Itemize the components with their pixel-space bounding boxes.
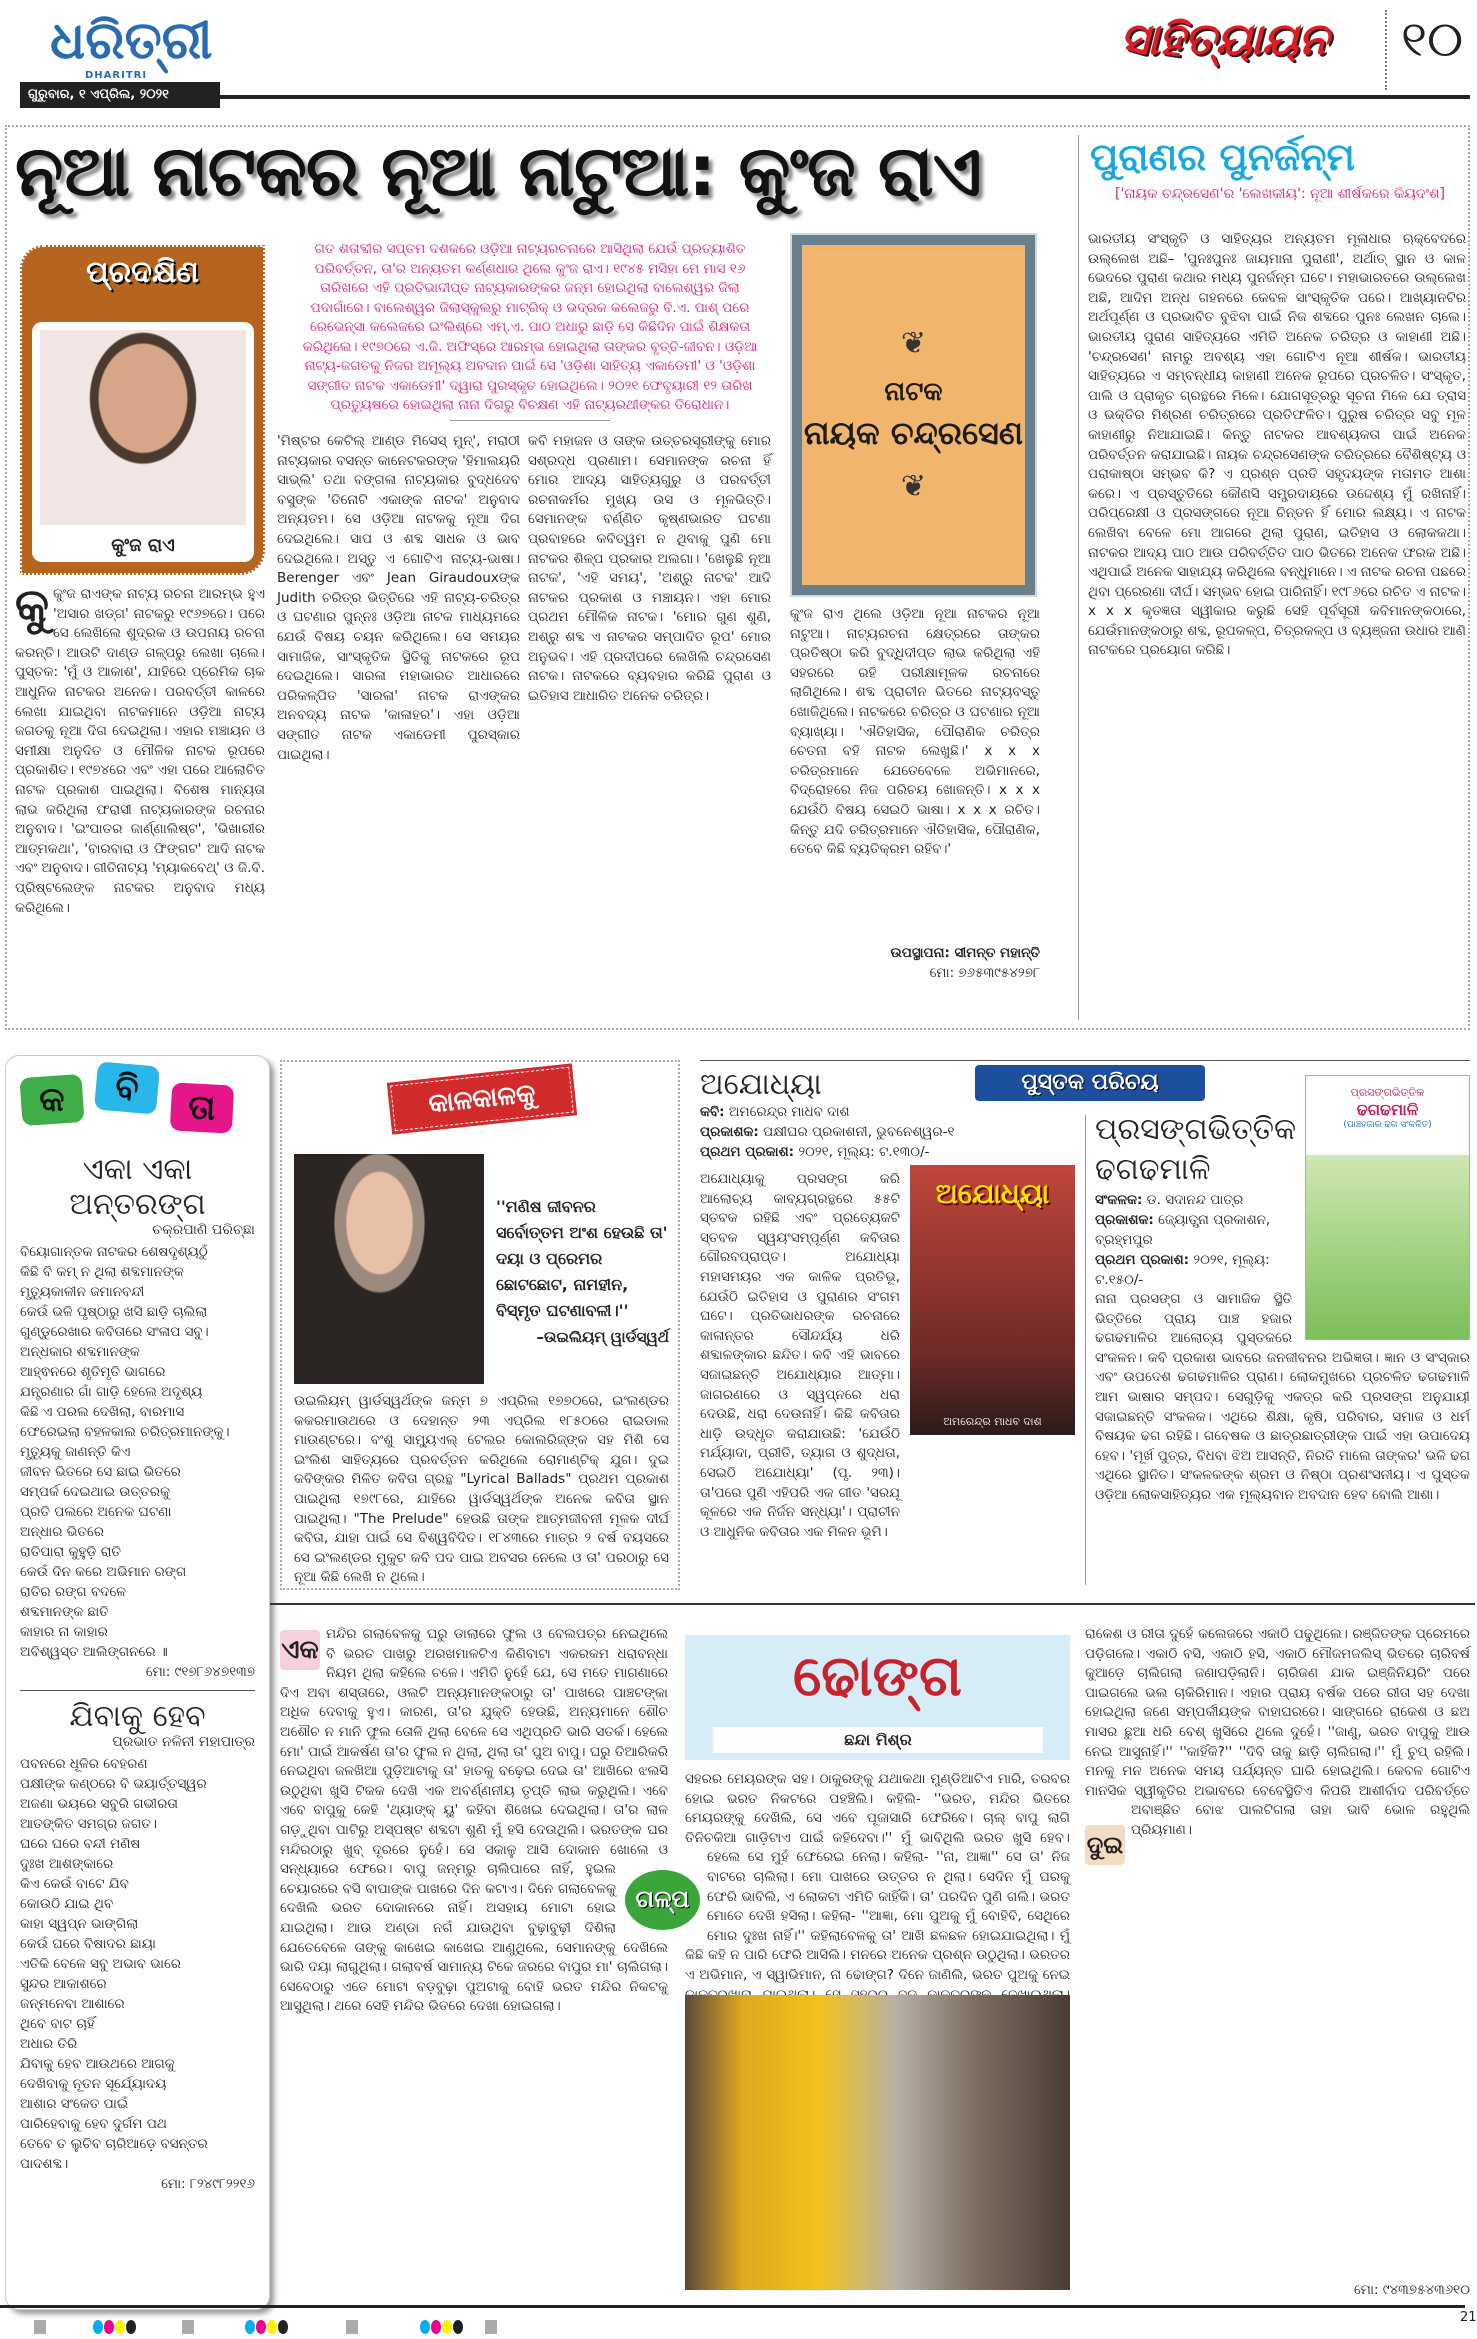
poetry-sidebar xyxy=(5,1055,270,2310)
registration-mark xyxy=(346,2320,358,2334)
book-review-text: ନାନା ପ୍ରସଙ୍ଗ ଓ ସାମାଜିକ ସ୍ଥିତି ଭିତ୍ତିରେ ପ୍ରାୟ ପାଞ୍ଚ ହଜାର ଢଗଢମାଳିର ଆଲୋଚ୍ୟ ପୁସ୍ତକରେ ସଂକଳନ। କବି ପ୍ରକାଶ ଭାବରେ ଜନଜୀବନର ଅଭିଜ୍ଞତା। ଜ୍ଞାନ ଓ ସଂସ୍କାର ଏବଂ ଉପଦେଶ ଢଗଢମାଳିର ପ୍ରାଣ। ଲୋକମୁଖରେ ପ୍ରଚଳିତ ଢଗଢମାଳି ଆମ ଭାଷାର ସମ୍ପଦ। ସେଗୁଡ଼ିକୁ ଏକତ୍ର କରି ପ୍ରସଙ୍ଗ ଅନୁଯାୟୀ ସଜାଇଛନ୍ତି ସଂକଳକ। ଏଥିରେ ଶିକ୍ଷା, କୃଷି, ପରିବାର, ସମାଜ ଓ ଧର୍ମ ବିଷୟକ ଢଗ ରହିଛି। ଗବେଷକ ଓ ଛାତ୍ରଛାତ୍ରୀଙ୍କ ପାଇଁ ଏହା ଉପାଦେୟ ହେବ। 'ମୂର୍ଖ ପୁତ୍ର, ବିଧବା ଝିଅ ଆସନ୍ତି, ନିରତି ମାଲେ ତାଙ୍କର' ଭଳି ଢଗ ଏଥିରେ ସ୍ଥାନିତ। ସଂକଳକଙ୍କ ଶ୍ରମ ଓ ନିଷ୍ଠା ପ୍ରଶଂସନୀୟ। ଏ ପୁସ୍ତକ ଓଡ଼ିଆ ଲୋକସାହିତ୍ୟର ଏକ ମୂଲ୍ୟବାନ ଅବଦାନ ହେବ ବୋଲି ଆଶା। xyxy=(1095,1291,1470,1503)
newspaper-logo-subtitle: DHARITRI xyxy=(85,70,148,81)
poem-author: ଚକ୍ରପାଣି ପରିଚ୍ଛା xyxy=(152,1222,255,1238)
poem-text: ବିୟୋଗାନ୍ତକ ନାଟକର ଶେଷଦୃଶ୍ୟଠୁଁ କିଛି ବି କମ୍ ନ ଥିଲା ଶବ୍ଦମାନଙ୍କ ମୃତ୍ୟୁକାଳୀନ ଜମାନବନ୍ଦୀ କେଉଁ ଭଳି ପୃଷ୍ଠାରୁ ଖସି ଛାଡ଼ି ଚାଲିଲା ଗୁଣ୍ଡୁରେଖାର କବିତାରେ ସଂଳାପ ସବୁ। ଅନ୍ଧକାର ଶବ୍ଦମାନଙ୍କ ଆହ୍ଵନରେ ଶୃତିମୃତି ଭାଗରେ ଯନ୍ତ୍ରଣାର ଗାଁ ଗାଡ଼ି ହେଲେ ଅଦୃଶ୍ୟ କିଛି ଏ ପରଲ ଦେଖିଲା, ବାରମାସ ଫେରେଇଲା ବହଳକାଲ ଚରିତ୍ରମାନଙ୍କୁ। ମୃତ୍ୟୁକୁ ଜାଣନ୍ତି କିଏ ଜୀବନ ଭିତରେ ସେ ଛାଇ ଭିତରେ ସମ୍ପର୍କ ଦେଇଥାଇ ଉତ୍ତରକୁ ପ୍ରତି ପଲରେ ଅନେକ ଘଟଣା ଅନ୍ଧାର ଭିତରେ ରାତିପାରା କୁହୁଡ଼ି ରାତି କେଉଁ ଦିନ କରେ ଅଭିମାନ ରଙ୍ଗ ରାତିର ରଙ୍ଗ ବଦଳେ ଶବ୍ଦମାନଙ୍କ ଛାତି କାହାର ନା କାହାର ଅବିଶ୍ୱସ୍ତ ଆଲିଙ୍ଗନରେ ॥ xyxy=(20,1244,230,1660)
quote-text: ''ମଣିଷ ଜୀବନର ସର୍ବୋତ୍ତମ ଅଂଶ ହେଉଛି ତା' ଦୟା ଓ ପ୍ରେମର ଛୋଟଛୋଟ, ନାମହୀନ, ବିସ୍ମୃତ ଘଟଣାବଳୀ।'' xyxy=(496,1197,668,1320)
cmyk-dot xyxy=(442,2320,452,2334)
article-text: କୁଂଜ ରାଏଙ୍କ ନାଟ୍ୟ ରଚନା ଆରମ୍ଭ ହୁଏ 'ଅସାର ଖଡ୍ଗ' ନାଟକରୁ ୧୯୬୭ରେ। ପରେ ସେ ଲେଖିଲେ ଶୁଦ୍ରକ ଓ ଉପନାୟ ରଚନା କରନ୍ତି। ଆଉଟି ଦାଣ୍ଡ ଗଳ୍ପରୁ ଲେଖା ଚାଲେ। ପୁସ୍ତକ: 'ମୁଁ ଓ ଆକାଶ', ଯାହିରେ ପ୍ରେମିକ ଚାକ ଆଧୁନିକ ନାଟକର ଅନେକ। ପରବର୍ତ୍ତୀ କାଳରେ ଲେଖା ଯାଇଥିବା ନାଟକମାନେ ଓଡ଼ିଆ ନାଟ୍ୟ ଜଗତକୁ ନୂଆ ଦିଗ ଦେଇଥିଲା। ଏହାର ମଞ୍ଚାୟନ ଓ ସମୀକ୍ଷା ଅନୁଦିତ ଓ ମୌଳିକ ନାଟକ ରୂପରେ ପ୍ରକାଶିତ। ୧୯୭୪ରେ ଏବଂ ଏହା ପରେ ଆଲୋଚିତ ନାଟକ ପ୍ରକାଶ ପାଇଥିଲା। ବିଶେଷ ମାନ୍ୟତା ଲାଭ କରିଥିଲା ଫରାସୀ ନାଟ୍ୟକାରଙ୍କ ରଚନାର ଅନୁବାଦ। 'ଇଂପାତର ଜାର୍ଣ୍ଣାଲିଷ୍ଟ', 'ଭିଖାରୀର ଆତ୍ମକଥା', 'ବାରବାରା ଓ ଫିଙ୍ଗଟ' ଆଦି ନାଟକ ଏବଂ ଅନୁବାଦ। ଗୀତିନାଟ୍ୟ 'ମ୍ୟାକବେଥ୍‌' ଓ ଜି.ବି. ପ୍ରିଷ୍ଟଲେଙ୍କ ନାଟକର ଅନୁବାଦ ମଧ୍ୟ କରିଥିଲେ। xyxy=(15,586,265,916)
flower-seller-photo xyxy=(685,1995,1070,2290)
cmyk-dot xyxy=(267,2320,277,2334)
footer-rule xyxy=(0,2305,1465,2308)
book-review-text: ଅଯୋଧ୍ୟାକୁ ପ୍ରସଙ୍ଗ କରି ଆଲୋଚ୍ୟ କାବ୍ୟଗ୍ରନ୍ଥରେ ୫୫ଟି ସ୍ତବକ ରହିଛି ଏବଂ ପ୍ରତ୍ୟେକଟି ସ୍ତବକ ସ୍ୱୟଂସମ୍ପୂର୍ଣ୍ଣ କବିତାର ଗୌରବପ୍ରାପ୍ତ। ଅଯୋଧ୍ୟା ମହାସମୟର ଏକ କାଳିକ ପ୍ରତିଭୂ, ଯେଉଁଠି ଇତିହାସ ଓ ପୁରାଣର ସଂଗମ ଘଟେ। ପ୍ରତିଭାଧରଙ୍କ ରଚନାରେ କାଳାନ୍ତର ସୌନ୍ଦର୍ଯ୍ୟ ଧରି ଶବ୍ଦାଳଙ୍କାର ଛନ୍ଦିତ। କବି ଏହି ଭାବରେ ସଜାଇଛନ୍ତି ଅଯୋଧ୍ୟାର ଆତ୍ମା। ଜାଗରଣରେ ଓ ସ୍ୱପ୍ନରେ ଧରା ଦେଉଛି, ଧରା ଦେଉନାହିଁ। କିଛି କବିତାର ଧାଡ଼ି ଉଦ୍ଧୃତ କରାଯାଉଛି: 'ଯେଉଁଠି ମର୍ଯ୍ୟାଦା, ପ୍ରୀତି, ତ୍ୟାଗ ଓ ଶୁଦ୍ଧତା, ସେଇଠି ଅଯୋଧ୍ୟା' (ପୃ. ୨୩)। ତା'ପରେ ପୁଣି ଏହିପରି ଏକ ଗୀତ 'ସରଯୂ କୂଳରେ ଏକ ନିର୍ଜନ ସନ୍ଧ୍ୟା'। ପ୍ରାଚୀନ ଓ ଆଧୁନିକ କବିତାର ଏକ ମିଳନ ଭୂମି। xyxy=(700,1171,900,1540)
poet-phone: ମୋ: ୮୨୪୯୮୨୨୧୬ xyxy=(161,2176,255,2192)
poem-title: ଯିବାକୁ ହେବ xyxy=(69,1699,206,1734)
cmyk-dot xyxy=(256,2320,266,2334)
kavita-badge-letter: ବି xyxy=(94,1061,160,1114)
page-folio: 21 xyxy=(1460,2310,1477,2325)
story-author: ଛନ୍ଦା ମିଶ୍ର xyxy=(713,1727,1043,1753)
quote-section-ribbon: କାଳକାଳକୁ xyxy=(390,1067,574,1132)
book-cover-ayodhya xyxy=(910,1165,1075,1435)
author-phone: ମୋ: ୯୪୩୭୫୪୩୬୧୦ xyxy=(1354,2282,1470,2298)
poet-phone: ମୋ: ୯୧୭୮୬୪୭୧୩୭ xyxy=(145,1664,255,1680)
cmyk-dot xyxy=(278,2320,288,2334)
header-rule xyxy=(220,95,1470,99)
section-title: ସାହିତ୍ୟାୟନ xyxy=(1120,14,1329,65)
story-section-rule xyxy=(270,1603,1475,1605)
kavita-badge-letter: ତା xyxy=(170,1082,234,1133)
cover-title: ଅଯୋଧ୍ୟା xyxy=(935,1177,1050,1210)
story-part-one-badge: ଏକ xyxy=(280,1630,320,1670)
cmyk-dot xyxy=(115,2320,125,2334)
side-article-title: ପୁରାଣର ପୁନର୍ଜନ୍ମ xyxy=(1090,135,1355,179)
book-compiler: ସଂକଳକ: ଡ. ସଦାନନ୍ଦ ପାତ୍ର xyxy=(1095,1192,1244,1208)
profile-card xyxy=(32,322,254,562)
story-column-2: ସହରର ମେୟରଙ୍କ ସହ। ଠାକୁରଙ୍କୁ ଯଥାକଥା ମୁଣ୍ଡିଆଟିଏ ମାରି, ତରବର ହୋଇ ଭରତ ନିକଟରେ ପହଞ୍ଚିଲି। କହିଲି- ''ଭରତ, ମନ୍ଦିର ଭିତରେ ମେୟରଙ୍କୁ ଦେଖିଲି, ସେ ଏବେ ପୂଜାସାରି ଫେରିବେ। ଚାଲ୍ ବାପୁ ଲାଗି ତିନିଚକିଆ ଗାଡ଼ିଟାଏ ପାଇଁ କହିଦେବା।'' ମୁଁ ଭାବିଥିଲି ଭରତ ଖୁସି ହେବ। ହେଲେ ସେ ମୁହଁ ଫେରେଇ ନେଲା। କହିଲା- ''ନା, ଆଜ୍ଞା'' ସେ ତା' ନିଜ ବାଟରେ ଚାଲିଲା। ମୋ ପାଖରେ ଉତ୍ତର ନ ଥିଲା। ସେଦିନ ମୁଁ ଘରକୁ ଫେରି ଭାବିଲି, ଏ ଲୋକଟା ଏମିତି କାହିଁକି। ତା' ପରଦିନ ପୁଣି ଗଲି। ଭରତ ମୋତେ ଦେଖି ହସିଲା। କହିଲା- ''ଆଜ୍ଞା, ମୋ ପୁଅକୁ ମୁଁ ବୋହିବି, ସେଥିରେ ମୋର ଦୁଃଖ ନାହିଁ।'' କହିଲାବେଳକୁ ତା' ଆଖି ଛଳଛଳ ହୋଇଯାଇଥିଲା। ମୁଁ କିଛି କହି ନ ପାରି ଫେରି ଆସିଲି। ମନରେ ଅନେକ ପ୍ରଶ୍ନ ଉଠୁଥିଲା। ଭରତର ଏ ଅଭିମାନ, ଏ ସ୍ୱାଭିମାନ, ନା ଢୋଙ୍ଗ? ଦିନେ ଜାଣିଲି, ଭରତ ପୁଅକୁ ନେଇ xyxy=(685,1771,1070,1983)
kavita-badge-letter: କ xyxy=(19,1074,84,1126)
story-genre-badge: ଗଳ୍ପ xyxy=(625,1870,700,1930)
side-article-subtitle: ['ନାୟକ ଚନ୍ଦ୍ରସେଣ'ର 'ଲେଖକୀୟ': ନୂଆ ଶୀର୍ଷକରେ କିୟଦଂଶ] xyxy=(1114,186,1446,202)
presenter-byline: ଉପସ୍ଥାପନା: ସୀମନ୍ତ ମହାନ୍ତି xyxy=(890,945,1040,961)
page-number: ୧୦ xyxy=(1385,10,1463,90)
book-publisher: ପ୍ରକାଶକ: ଜ୍ୟୋତ୍ସ୍ନା ପ୍ରକାଶନ, ବ୍ରହ୍ମପୁର xyxy=(1095,1212,1271,1248)
poem-author: ପ୍ରଭାତ ନଳିନୀ ମହାପାତ୍ର xyxy=(112,1734,255,1750)
cover-author: ଅମରେନ୍ଦ୍ର ମାଧବ ଦାଶ xyxy=(943,1415,1042,1428)
main-headline: ନୂଆ ନାଟକର ନୂଆ ନାଟୁଆ: କୁଂଜ ରାଏ xyxy=(15,130,981,212)
cmyk-dot xyxy=(453,2320,463,2334)
book-title: ଅଯୋଧ୍ୟା xyxy=(700,1067,822,1102)
cover-line2: ନାୟକ ଚନ୍ଦ୍ରସେଣ xyxy=(803,414,1024,452)
book-poet: କବି: ଅମରେନ୍ଦ୍ର ମାଧବ ଦାଶ xyxy=(700,1104,850,1120)
biography-text: ଉଇଲିୟମ୍ ୱାର୍ଡସ୍‌ୱର୍ଥଙ୍କ ଜନ୍ମ ୭ ଏପ୍ରିଲ ୧୭୭୦ରେ, ଇଂଲଣ୍ଡର କକରମାଉଥରେ ଓ ଦେହାନ୍ତ ୨୩ ଏପ୍ରିଲ ୧୮୫୦ରେ ରାଇଡାଲ ମାଉଣ୍ଟରେ। ବଂଶୁ ସାମ୍ୟୁଏଲ୍ ଟେଲର କୋଲରିଜ୍‌ଙ୍କ ସହ ମିଶି ସେ ଇଂଲିଶ ସାହିତ୍ୟରେ ପ୍ରବର୍ତ୍ତନ କରିଥିଲେ ରୋମାଣ୍ଟିକ୍ ଯୁଗ। ଦୁଇ କବିଙ୍କର ମିଳିତ କବିତା ଗ୍ରନ୍ଥ "Lyrical Ballads" ପ୍ରଥମ ପ୍ରକାଶ ପାଇଥିଲା ୧୭୯୮ରେ, ଯାହିରେ ୱାର୍ଡସ୍‌ୱର୍ଥଙ୍କ ଅନେକ କବିତା ସ୍ଥାନ ପାଇଥିଲା। "The Prelude" ହେଉଛି ତାଙ୍କ ଆତ୍ମଜୀବନୀ ମୂଳକ ଦୀର୍ଘ କବିତା, ଯାହା ପାଇଁ ସେ ବିଶ୍ୱବିଦିତ। ୧୮୪୩ରେ ମାତ୍ର ୨ ବର୍ଷ ବୟସରେ ସେ ଇଂଲଣ୍ଡର ମୁକୁଟ କବି ପଦ ପାଇ ଅବସର ନେଲେ ଓ ତା' ପରଠାରୁ ସେ ନୂଆ କିଛି ଲେଖି ନ ଥିଲେ। xyxy=(294,1393,669,1586)
story-title-box xyxy=(685,1635,1070,1760)
profile-box xyxy=(20,245,265,575)
cmyk-dot xyxy=(104,2320,114,2334)
cmyk-dot xyxy=(420,2320,430,2334)
book-cover-dhagadhamali: ପ୍ରସଙ୍ଗଭିତ୍ତିକ ଢଗଢମାଳି (ପାଞ୍ଚହଜାର ଢଗ ସଂକଳିତ) xyxy=(1305,1075,1470,1340)
registration-mark xyxy=(34,2320,46,2334)
article-column-4 xyxy=(790,605,1040,1025)
side-article-text: ଭାରତୀୟ ସଂସ୍କୃତି ଓ ସାହିତ୍ୟର ଅନ୍ୟତମ ମୂଳାଧାର ଋକ୍‌ବେଦରେ ଉଲ୍ଲେଖ ଅଛି– 'ପୁନଃପୁନଃ ଜାୟମାନା ପୁରାଣୀ', ଅର୍ଥାତ୍ ସ୍ଥାନ ଓ କାଳ ଭେଦରେ ପୁରାଣ କଥାର ମଧ୍ୟ ପୁନର୍ଜନ୍ମ ଘଟେ। ମହାଭାରତରେ ଉଲ୍ଲେଖ ଅଛି, ଆଦିମ ଅନ୍ଧ ଗହନରେ କେବଳ ସାଂସ୍କୃତିକ ପରେ। ଆଖ୍ୟାନଟିର ଅର୍ଥପୂର୍ଣ୍ଣ ଓ ପ୍ରଭାବିତ ବୁଝିବା ପାଇଁ ନିଜ ଶବ୍ଦରେ ପୁନଃ ଲେଖନ ଚାଲେ। ଭାରତୀୟ ପୁରାଣ ସାହିତ୍ୟରେ ଏମିତି ଅନେକ ଚରିତ୍ର ଓ କାହାଣୀ ଅଛି। 'ଚନ୍ଦ୍ରସେଣ' ନାମରୁ ଅବଶ୍ୟ ଏହା ଗୋଟିଏ ନୂଆ ଶୀର୍ଷକ। ଭାରତୀୟ ସାହିତ୍ୟରେ ଏ ସମ୍ବନ୍ଧୀୟ କାହାଣୀ ଅନେକ ରୂପରେ ପ୍ରଚଳିତ। ସଂସ୍କୃତ, ପାଲି ଓ ପ୍ରାକୃତ ଗ୍ରନ୍ଥରେ ମିଳେ। ଯୋଗସୂତ୍ରରୁ ସୂଚନା ମିଳେ ଯେ ତ୍ରାସ ଓ ଭକ୍ତିର ମିଶ୍ରଣ ଚରିତ୍ରରେ ପ୍ରତିଫଳିତ। ପୁରୁଷ ଚରିତ୍ର ସବୁ ମୂଳ କାହାଣୀରୁ ନିଆଯାଇଛି। କିନ୍ତୁ ନାଟକର ଆବଶ୍ୟକତା ପାଇଁ ଅନେକ ପରିବର୍ତ୍ତନ କରାଯାଇଛି। ନାୟକ ଚନ୍ଦ୍ରସେଣଙ୍କ ଚରିତ୍ରରେ ବୈଶିଷ୍ଟ୍ୟ ଓ ପରାକାଷ୍ଠା ସମ୍ଭବ କି? ଏ ପ୍ରଶ୍ନ ପ୍ରତି ସହୃଦୟଙ୍କ ମତାମତ ଆଶା କରେ। ଏ ପ୍ରସ୍ତୁତିରେ କୌଣସି ସମ୍ପ୍ରଦାୟରେ ଉଦ୍ଦେଶ୍ୟ ମୁଁ ରଖିନାହିଁ। ପରିପ୍ରେକ୍ଷୀ ଓ ପ୍ରସଙ୍ଗରେ ନୂଆ ଚିନ୍ତନ ହିଁ ମୋର ଲକ୍ଷ୍ୟ। ଏ ନାଟକ ଲେଖିବା ବେଳେ ମୋ ଆଗରେ ଥିଲା ପୁରାଣ, ଇତିହାସ ଓ ଲୋକକଥା। ନାଟକର ଆଦ୍ୟ ପାଠ ଆଉ ପରିବର୍ତ୍ତିତ ପାଠ ଭିତରେ ଅନେକ ଫରକ ଅଛି। ଏଥିପାଇଁ ଅନେକ ସାହାଯ୍ୟ କରିଥିଲେ ବନ୍ଧୁମାନେ। ଏ ନାଟକ ରଚନା ପଛରେ ଥିବା ପ୍ରେରଣା ଦୀର୍ଘ। ସମ୍ଭବ ହୋଇ ପାରିନାହିଁ। ୧୯୮୬ରେ ରଚିତ ଏ ନାଟକ। x x x କୃତଜ୍ଞତା ସ୍ୱୀକାର କରୁଛି ସେହି ପୂର୍ବସୂରୀ କବିମାନଙ୍କଠାରେ, ଯେଉଁମାନଙ୍କଠାରୁ ଶବ୍ଦ, ରୂପକଳ୍ପ, ଚିତ୍ରକଳ୍ପ ଓ ବ୍ୟଞ୍ଜନା ଉଧାର ଆଣି ନାଟକରେ ପ୍ରୟୋଗ କରିଛି। xyxy=(1088,231,1466,659)
book-title: ପ୍ରସଙ୍ଗଭିତ୍ତିକ ଢଗଢମାଳି xyxy=(1095,1112,1297,1187)
cmyk-dot xyxy=(93,2320,103,2334)
book-review-section xyxy=(700,1055,1470,1590)
intro-divider xyxy=(450,420,610,421)
story-column-3 xyxy=(1085,1625,1470,2305)
issue-date: ଗୁରୁବାର, ୧ ଏପ୍ରିଲ, ୨୦୨୧ xyxy=(20,82,220,108)
article-column-1 xyxy=(15,578,265,1025)
book-edition: ପ୍ରଥମ ପ୍ରକାଶ: ୨୦୨୧, ମୂଲ୍ୟ: ଟ.୧୩୦/- xyxy=(700,1144,930,1160)
book-review-banner: ପୁସ୍ତକ ପରିଚୟ xyxy=(975,1065,1205,1101)
article-text: କୁଂଜ ରାଏ ଥିଲେ ଓଡ଼ିଆ ନୂଆ ନାଟକର ନୂଆ ନାଟୁଆ। ନାଟ୍ୟରଚନା କ୍ଷେତ୍ରରେ ତାଙ୍କର ପ୍ରତିଷ୍ଠା କରି ବୁଦ୍ଧିଦୀପ୍ତ ଲାଭ କରିଥିଲା ଏହି ସହରରେ ରହି ପରୀକ୍ଷାମୂଳକ ରଚନାରେ ଲାଗିଥିଲେ। ଶବ୍ଦ ପ୍ରାଚୀନ ଭିତରେ ନାଟ୍ୟବସ୍ତୁ ଖୋଜିଥିଲେ। ନାଟକରେ ଚରିତ୍ର ଓ ଘଟଣାର ନୂଆ ବ୍ୟାଖ୍ୟା। 'ଐତିହାସିକ, ପୌରାଣିକ ଚରିତ୍ର ଚେତନା ବହି ନାଟକ ଲେଖୁଛି।' x x x ଚରିତ୍ରମାନେ ଯେତେବେଳେ ଅଭିମାନରେ, ବିଦ୍ରୋହରେ ନିଜ ପରିଚୟ ଖୋଜନ୍ତି। x x x ଯେଉଁଠି ବିଷୟ ସେଇଠି ଭାଷା। x x x ରଚିତ। କିନ୍ତୁ ଯଦି ଚରିତ୍ରମାନେ ଐତିହାସିକ, ପୌରାଣିକ, ତେବେ କିଛି ବ୍ୟତିକ୍ରମ ରହିବ।' xyxy=(790,606,1040,858)
article-column-2: 'ମିଷ୍ଟର କେଟିଲ୍ ଆଣ୍ଡ ମିସେସ୍ ମୁନ୍', ମରାଠୀ ନାଟ୍ୟକାର ବସନ୍ତ କାନେଟକରଙ୍କ 'ହିମାଲୟରି ସାଭ୍ଲି' ତଥା ବଙ୍ଗଳା ନାଟ୍ୟକାର ବୁଦ୍ଧଦେବ ବସୁଙ୍କ 'ତିନୋଟି ଏକାଙ୍କ ନାଟକ' ଅନୁବାଦ ଅନ୍ୟତମ। ସେ ଓଡ଼ିଆ ନାଟକକୁ ନୂଆ ଦିଗ ଦେଇଥିଲେ। ସାପ ଓ ଶବ୍ଦ ସାଧକ ଓ ଭାବ ଦେଇଥିଲେ। ଅସ୍ତୁ ଏ ଗୋଟିଏ ନାଟ୍ୟ-ଭାଷା। Berenger ଏବଂ Jean Giraudouxଙ୍କ Judith ଚରିତ୍ର ଭିତ୍ତିରେ ଏହି ନାଟ୍ୟ-ଚରିତ୍ର ଓ ଘଟଣାର ପୁନ୍ନଃ ଓଡ଼ିଆ ନାଟକ ମାଧ୍ୟମରେ ଯେଉଁ ବିଷୟ ଚୟନ କରିଥିଲେ। ସେ ସମୟର ସାମାଜିକ, ସାଂସ୍କୃତିକ ସ୍ଥିତିକୁ ନାଟକରେ ରୂପ ଦେଇଥିଲେ। ସାରଳା ମହାଭାରତ ଆଧାରରେ ପରିକଳ୍ପିତ 'ସାରଳା' ନାଟକ ରାଏଙ୍କର ଅନବଦ୍ୟ ନାଟକ 'କାଳାହର'। ଏହା ଓଡ଼ିଆ ସଙ୍ଗୀତ ନାଟକ ଏକାଡେମୀ ପୁରସ୍କାର ପାଇଥିଲା। xyxy=(277,433,520,763)
story-column-1 xyxy=(280,1625,668,2305)
quote-author: –ଉଇଲିୟମ୍ ୱାର୍ଡସ୍‌ୱର୍ଥ xyxy=(536,1328,669,1346)
author-name: କୁଂଜ ରାଏ xyxy=(111,535,175,556)
drop-cap: କୁ xyxy=(15,578,49,632)
registration-mark xyxy=(182,2320,194,2334)
article-intro: ଗତ ଶତାବ୍ଦୀର ସପ୍ତମ ଦଶକରେ ଓଡ଼ିଆ ନାଟ୍ୟରଚନାରେ ଆସିଥିଲା ଯେଉଁ ପ୍ରତ୍ୟାଶିତ ପରିବର୍ତ୍ତନ, ତା'ର ଅନ୍ୟତମ କର୍ଣ୍ଣଧାର ଥିଲେ କୁଂଜ ରାଏ। ୧୯୪୫ ମସିହା ମେ ମାସ ୧୬ ତାରିଖରେ ଏହି ପ୍ରତିଭାଦୀପ୍ତ ନାଟ୍ୟକାରଙ୍କର ଜନ୍ମ ହୋଇଥିଲା ବାଲେଶ୍ୱର ଜିଲା ପଦାଗାଁରେ। ବାଲେଶ୍ୱର ଜିଲାସ୍କୁଲରୁ ମାଟ୍ରିକ୍ ଓ ଭଦ୍ରକ କଲେଜରୁ ବି.ଏ. ପାଶ୍ ପରେ ରେଭେନ୍ସା କଲେଜରେ ଇଂଲିଶ୍‌ରେ ଏମ୍.ଏ. ପାଠ ଅଧାରୁ ଛାଡ଼ି ସେ କିଛିଦିନ ପାଇଁ ଶିକ୍ଷକତା କରିଥିଲେ। ୧୯୭୦ରେ ଏ.ଜି. ଅଫିସ୍‌ରେ ଆରମ୍ଭ ହୋଇଥିଲା ତାଙ୍କର ବୃତ୍ତି-ଜୀବନ। ଓଡ଼ିଆ ନାଟ୍ୟ-ଜଗତକୁ ନିଜର ଅମୂଲ୍ୟ ଅବଦାନ ପାଇଁ ସେ 'ଓଡ଼ିଶା ସାହିତ୍ୟ ଏକାଡେମୀ' ଓ 'ଓଡ଼ିଶା ସଙ୍ଗୀତ ନାଟକ ଏକାଡେମୀ' ଦ୍ୱାରା ପୁରସ୍କୃତ ହୋଇଥିଲେ। ୨୦୨୧ ଫେବୃୟାରୀ ୧୨ ତାରିଖ ପ୍ରତ୍ୟୁଷରେ ହୋଇଥିଲା ନାନା ଦିଗରୁ ବିଚକ୍ଷଣ ଏହି ନାଟ୍ୟରଥୀଙ୍କର ତିରୋଧାନ। xyxy=(302,241,758,413)
column-divider xyxy=(1085,1115,1086,1585)
cmyk-dot xyxy=(126,2320,136,2334)
quote-content xyxy=(294,1154,669,1584)
cmyk-dot xyxy=(431,2320,441,2334)
poem-text: ପବନରେ ଧୂଳିର ବେହରଣ ପକ୍ଷୀଙ୍କ କଣ୍ଠରେ ବି ଭୟାର୍ତ୍ତସ୍ୱର ଅଜଣା ଭୟରେ ସବୁରି ଗଭୀରତା ଆତଙ୍କିତ ସମଗ୍ର ଜଗତ। ଘରେ ଘରେ ବନ୍ଦୀ ମଣିଷ ଦୁଃଖ ଆଶଙ୍କାରେ କିଏ କେଉଁ ବାଟେ ଯିବ କୋଉଠି ଯାଇ ଥିବ କାହା ସ୍ୱପ୍ନ ଭାଙ୍ଗିଲା କେଉଁ ଘରେ ବିଷାଦର ଛାୟା ଏତିକି ବେଳେ ସବୁ ଅଭାବ ଭାରେ ସୁନ୍ଦର ଆକାଶରେ ଜନ୍ମନେବା ଆଶାରେ ଥିବେ ବାଟ ଚାହିଁ ଅଧାର ତିରି ଯିବାକୁ ହେବ ଆଉଥରେ ଆଗକୁ ଦେଖିବାକୁ ନୂତନ ସୂର୍ଯ୍ୟୋଦୟ ଆଶାର ସଂକେତ ପାଇଁ ପାରିହେବାକୁ ହେବ ଦୁର୍ଗମ ପଥ ତେବେ ତ ଲୁଚିବ ଚାରିଆଡ଼େ ବସନ୍ତର ପାଦଶବ୍ଦ। xyxy=(20,1756,208,2172)
story-text: ମନ୍ଦିର ଗଲାବେଳକୁ ଘରୁ ଡାଲାରେ ଫୁଲ ଓ ବେଲପତ୍ର ନେଇଥିଲେ ବି ଭରତ ପାଖରୁ ଅରଖମାଳଟିଏ କିଣିବାଟା ଏକରକମ ଧରାବନ୍ଧା ନିୟମ ଥିଲା କହିଲେ ଚଳେ। ଏମିତି ନୁହେଁ ଯେ, ସେ ମତେ ମାଗଣାରେ ଦିଏ ଅବା ଶସ୍ତାରେ, ଓଲଟି ଅନ୍ୟମାନଙ୍କଠାରୁ ତା' ପାଖରେ ପାଞ୍ଚଟଙ୍କା ଅଧିକ ଦେବାକୁ ହୁଏ। କାରଣ, ତା'ର ଯୁକ୍ତି ହେଉଛି, ଅନ୍ୟମାନେ ଶୌଚ ଅଶୌଚ ନ ମାନି ଫୁଲ ତୋଳି ଥିଲା ବେଳେ ସେ ଏଥିପ୍ରତି ଭାରି ସତର୍କ। ହେଲେ ମୋ' ପାଇଁ ଆକର୍ଷଣ ତା'ର ଫୁଲ ନ ଥିଲା, ଥିଲା ତା' ପୁଅ ବାପୁ। ଘରୁ ତିଆରିକରି ନେଇଥିବା ଜଳଖିଆ ପୁଡ଼ିଆଟାକୁ ତା' ହାତକୁ ବଢ଼େଇ ଦେଇ ତା' ଆଖିରେ ଝଲସି ଉଠୁଥିବା ଖୁସି ଟିକକ ଦେଖି ଏକ ଅବର୍ଣ୍ଣନୀୟ ତୃପ୍ତି ଲାଭ କରୁଥିଲି। ଏବେ ଏବେ ବାପୁକୁ କେହି 'ଥ୍ୟାଙ୍କ୍ ୟୁ' କହିବା ଶିଖେଇ ଦେଇଥିଲା। ତା'ର ଲାଳ ଗଡ଼ୁଥିବା ପାଟିରୁ ଅସ୍ପଷ୍ଟ ଶବ୍ଦଟା ଶୁଣି ମୁଁ ହସି ଦେଉଥିଲି। ଭରତଙ୍କ ଘର ମନ୍ଦିରଠାରୁ ଖୁବ୍ ଦୂରରେ ନୁହେଁ। ସେ ସକାଳୁ ଆସି ଦୋକାନ ଖୋଲେ ଓ ସନ୍ଧ୍ୟାରେ ଫେରେ। ବାପୁ ଜନ୍ମରୁ ଚାଲିପାରେ ନାହିଁ, ହୁଇଲ ଚେୟାରରେ ବସି ବାପାଙ୍କ ପାଖରେ ଦିନ କଟାଏ। ଦିନେ ଗଲାବେଳକୁ ଦେଖିଲି ଭରତ ଦୋକାନରେ ନାହିଁ। ଅସହାୟ ମୋଟା ହୋଇ ଯାଇଥିଲା। ଆଉ ଅଣ୍ଡା ନଗଁ ଯାଉଥିବା ବୁଢ଼ାବୁଢ଼ୀ ଦିଶିଲା ଯେତେବେଳେ ତାଙ୍କୁ କାଖେଇ କାଖେଇ ଆଣୁଥିଲେ, ସେମାନଙ୍କୁ ଦେଖିଲେ ଭାରି ଦୟା ଲାଗୁଥିଲା। ଗଲାବର୍ଷ ସାମାନ୍ୟ ଟିକେ ଜରରେ ବାପୁର ମା' ଚାଲିଗଲା। ସେବେଠାରୁ ଏତେ ମୋଟା ବଡ଼ବୁଢ଼ା ପୁଅଟାକୁ ବୋହି ଭରତ ମନ୍ଦିର ନିକଟକୁ ଆସୁଥିଲା। ଥରେ ସେହି ମନ୍ଦିର ଭିତରେ ଦେଖା ହୋଇଗଲା। xyxy=(280,1626,668,2015)
ornament-icon: ❦ xyxy=(900,469,927,504)
column-divider xyxy=(1078,135,1079,1020)
ornament-icon: ❦ xyxy=(900,326,927,361)
registration-mark xyxy=(485,2320,497,2334)
wordsworth-portrait xyxy=(294,1154,484,1384)
newspaper-logo: ଧରିତ୍ରୀ xyxy=(50,10,213,71)
story-part-two-badge: ଦୁଇ xyxy=(1085,1825,1125,1865)
cover-line1: ନାଟକ xyxy=(884,377,943,407)
cmyk-dot xyxy=(245,2320,255,2334)
presenter-phone: ମୋ: ୭୬୫୩୯୫୪୨୭୮ xyxy=(929,965,1040,981)
poem-title: ଏକା ଏକା ଅନ୍ତରଙ୍ଗ xyxy=(69,1152,206,1222)
book-edition: ପ୍ରଥମ ପ୍ରକାଶ: ୨୦୨୧, ମୂଲ୍ୟ: ଟ.୧୫୦/- xyxy=(1095,1252,1270,1288)
story-title: ଢୋଙ୍ଗ xyxy=(793,1643,962,1709)
section-arrow-rule xyxy=(700,1060,1470,1061)
profile-label: ପ୍ରଦକ୍ଷିଣ xyxy=(86,255,199,290)
article-column-3: କବି ମହାଜନ ଓ ତାଙ୍କ ଉତ୍ତରସୂରୀଙ୍କୁ ମୋର ସଶ୍ରଦ୍ଧ ପ୍ରଣାମ। ସେମାନଙ୍କ ରଚନା ହିଁ ମୋର ଆଦ୍ୟ ସାହିତ୍ୟଗୁରୁ ଓ ପରବର୍ତ୍ତୀ ରଚନାକର୍ମର ମୁଖ୍ୟ ଉସ ଓ ମୂଳଭିତ୍ତି। ସେମାନଙ୍କ ବର୍ଣ୍ଣିତ କୃଷ୍ଣଭାରତ ଘଟଣା ପ୍ରବାହରେ କବିତ୍ୱମ ନ ଥିବାକୁ ପୁଣି ମୋ ନାଟକର ଶିଳ୍ପ ପ୍ରକାର ଅଲଗା। 'ଖେଳୁଛି ନୂଆ ନାଟକ', 'ଏହି ସମୟ', 'ଅଶ୍ରୁ ନାଟକ' ଆଦି ନାଟକର ପ୍ରକାଶ ଓ ମଞ୍ଚାୟନ। ଏହା ମୋର ପ୍ରଥମ ମୌଳିକ ନାଟକ। 'ମୋର ଗୁଣ ଶୁଣି, ଅଶ୍ରୁ ଶବ୍ଦ ଏ ନାଟକର ସମ୍ପାଦିତ ରୂପ' ମୋର ଅନୁଭବ। ଏହି ପ୍ରଦୀପରେ ଲେଖିଲି ଚନ୍ଦ୍ରସେଣ ନାଟକ। ନାଟକରେ ବ୍ୟବହାର କରିଛି ପୁରାଣ ଓ ଇତିହାସ ଆଧାରିତ ଅନେକ ଚରିତ୍ର। xyxy=(528,433,771,704)
author-photo xyxy=(40,330,246,525)
story-text: ରାକେଶ ଓ ରୀତା ଦୁହେଁ କଲେଜରେ ଏକାଠି ପଢୁଥିଲେ। ରଞ୍ଜିତଙ୍କ ପ୍ରେମରେ ପଡ଼ିଗଲେ। ଏକାଠି ବସି, ଏକାଠି ହସି, ଏକାଠି ମୌଜମଜଲିସ୍ ଭିତରେ ଚାରିବର୍ଷ କୁଆଡ଼େ ଚାଲିଗଲା ଜଣାପଡ଼ିଲାନି। ଚାରିଜଣ ଯାକ ଇଞ୍ଜିନିୟରିଂ ପରେ ପାଇଗଲେ ଭଲ ଚାକିରିମାନ। ଏହାର ପ୍ରାୟ ବର୍ଷକ ପରେ ରୀତା ସହ ଦେଖା ହୋଇଥିଲା ଜଣେ ସମ୍ପର୍କୀୟଙ୍କ ବାହାଘରରେ। ସାଙ୍ଗରେ ରାକେଶ ଓ ଛଅ ମାସର ଛୁଆ ଧରି ବେଶ୍ ଖୁସିରେ ଥିଲେ ଦୁହେଁ। ''ଜାଣୁ, ଭରତ ବାପୁକୁ ଆଉ ନେଇ ଆସୁନାହିଁ।'' ''କାହିଁକି?'' ''ଦିବି ତାକୁ ଛାଡ଼ି ଚାଲିଗଲା।'' ମୁଁ ଚୁପ୍ ରହିଲି। ମନକୁ ମନ ଅନେକ ସମୟ ପର୍ଯ୍ୟନ୍ତ ଘାରି ହୋଇଥିଲି। କେବଳ ଗୋଟିଏ ମାନସିକ ସ୍ୱୀକୃତିର ଅଭାବରେ ବେବେସ୍ଥିତିଏ କିପରି ଆଶୀର୍ବାଦ ପରିବର୍ତ୍ତେ ଅବାଞ୍ଛିତ ବୋଝ ପାଲଟିଗଲା ତାହା ଭାବି ଭୋଳ ରହୁଥିଲି ପ୍ରିୟମାଣ। xyxy=(1085,1625,1470,2280)
book-publisher: ପ୍ରକାଶକ: ପକ୍ଷୀଘର ପ୍ରକାଶନୀ, ଭୁବନେଶ୍ୱର-୧ xyxy=(700,1124,955,1140)
section-divider-arrow xyxy=(20,1690,255,1691)
quote-of-the-day-box xyxy=(280,1060,680,1590)
book-cover-nayak-chandrasena xyxy=(792,235,1035,595)
